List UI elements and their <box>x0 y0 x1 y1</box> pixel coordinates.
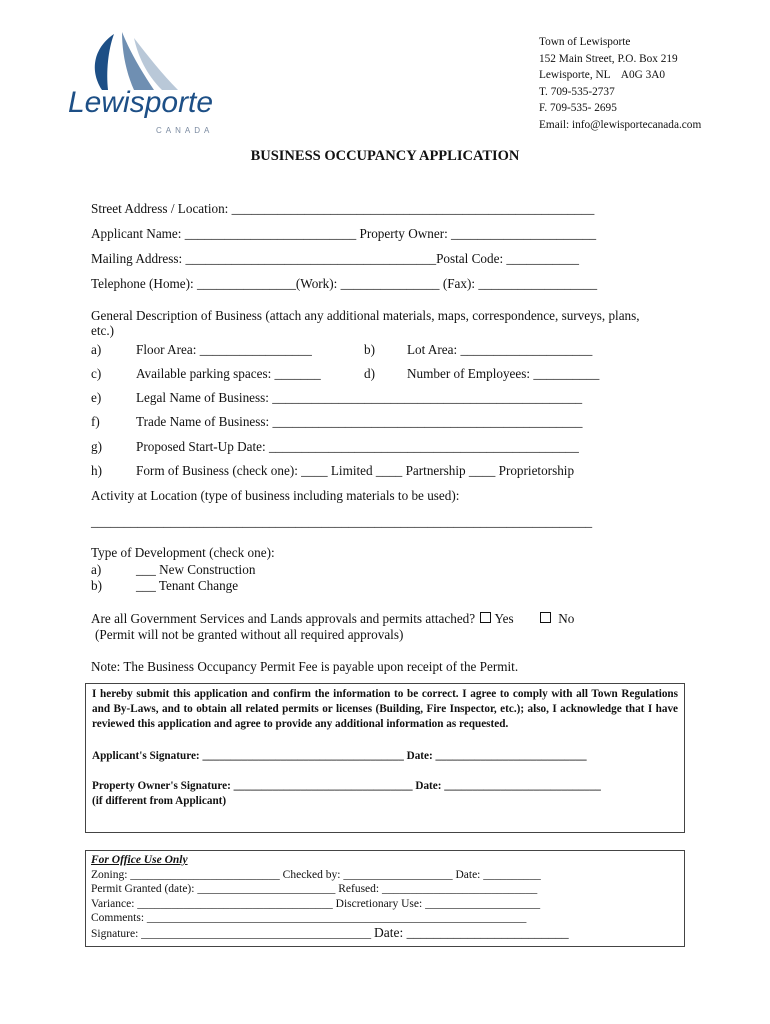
item-letter: b) <box>364 342 375 357</box>
street-address-field[interactable]: Street Address / Location: _______________________________________________________ <box>91 201 595 216</box>
address-line: 152 Main Street, P.O. Box 219 <box>539 52 678 65</box>
item-letter: e) <box>91 390 102 405</box>
town-address-block <box>539 34 701 133</box>
no-label: No <box>558 611 575 626</box>
item-letter: b) <box>91 578 102 593</box>
address-line: T. 709-535-2737 <box>539 85 615 98</box>
address-line: Town of Lewisporte <box>539 36 631 48</box>
permit-granted-field[interactable]: Permit Granted (date): ________________________ Refused: ___________________________ <box>91 883 538 896</box>
item-letter: g) <box>91 439 102 454</box>
tenant-change-option[interactable]: ___ Tenant Change <box>136 578 239 593</box>
activity-label: Activity at Location (type of business including materials to be used): <box>91 488 460 503</box>
yes-checkbox[interactable] <box>480 612 491 623</box>
item-letter: h) <box>91 463 102 478</box>
town-logo <box>66 28 226 140</box>
approvals-question: Are all Government Services and Lands approvals and permits attached? <box>91 611 476 626</box>
office-signature-row <box>91 926 679 942</box>
floor-area-field[interactable]: Floor Area: _________________ <box>136 342 312 357</box>
logo-subtitle: CANADA <box>156 126 214 135</box>
comments-field[interactable]: Comments: __________________________________________________________________ <box>91 912 527 925</box>
declaration-box <box>85 683 685 833</box>
office-use-title: For Office Use Only <box>91 854 188 866</box>
activity-field[interactable]: ____________________________________________________________________________ <box>91 514 593 529</box>
office-date-field[interactable]: Date: ________________________ <box>374 924 569 940</box>
address-line: F. 709-535- 2695 <box>539 102 617 114</box>
lot-area-field[interactable]: Lot Area: ____________________ <box>407 342 593 357</box>
item-letter: a) <box>91 342 102 357</box>
approvals-note: (Permit will not be granted without all required approvals) <box>95 627 404 642</box>
address-line: Email: info@lewisportecanada.com <box>539 118 702 131</box>
employees-field[interactable]: Number of Employees: __________ <box>407 366 600 381</box>
owner-signature-note: (if different from Applicant) <box>92 795 227 808</box>
zoning-field[interactable]: Zoning: __________________________ Checked by: ___________________ Date: __________ <box>91 868 541 881</box>
form-of-business-field[interactable]: Form of Business (check one): ____ Limited ____ Partnership ____ Proprietorship <box>136 463 575 478</box>
general-description-label-cont: etc.) <box>91 323 115 338</box>
item-letter: a) <box>91 562 102 577</box>
fee-note: Note: The Business Occupancy Permit Fee is payable upon receipt of the Permit. <box>91 659 519 674</box>
new-construction-option[interactable]: ___ New Construction <box>136 562 256 577</box>
page-title: BUSINESS OCCUPANCY APPLICATION <box>250 148 520 164</box>
applicant-owner-field[interactable]: Applicant Name: __________________________ Property Owner: ______________________ <box>91 226 597 241</box>
mailing-address-field[interactable]: Mailing Address: ______________________________________Postal Code: ___________ <box>91 251 579 266</box>
logo-wordmark: Lewisporte <box>68 86 214 119</box>
office-use-box <box>85 850 685 947</box>
variance-field[interactable]: Variance: __________________________________ Discretionary Use: ____________________ <box>91 897 541 910</box>
approvals-question-row <box>91 611 574 627</box>
owner-signature-field[interactable]: Property Owner's Signature: ________________________________ Date: ____________________________ <box>92 779 601 792</box>
trade-name-field[interactable]: Trade Name of Business: _______________________________________________ <box>136 414 583 429</box>
item-letter: c) <box>91 366 102 381</box>
general-description-label: General Description of Business (attach any additional materials, maps, correspondence, surveys, plans, <box>91 308 640 323</box>
sailboat-logo-icon <box>66 28 226 140</box>
development-type-label: Type of Development (check one): <box>91 545 275 560</box>
item-letter: f) <box>91 414 100 429</box>
start-up-date-field[interactable]: Proposed Start-Up Date: _______________________________________________ <box>136 439 579 454</box>
yes-label: Yes <box>494 611 514 626</box>
parking-spaces-field[interactable]: Available parking spaces: _______ <box>136 366 321 381</box>
telephone-field[interactable]: Telephone (Home): _______________(Work): _______________ (Fax): __________________ <box>91 276 598 291</box>
legal-name-field[interactable]: Legal Name of Business: _______________________________________________ <box>136 390 583 405</box>
no-checkbox[interactable] <box>540 612 551 623</box>
office-signature-field[interactable]: Signature: ________________________________________ <box>91 927 372 940</box>
item-letter: d) <box>364 366 375 381</box>
address-line: Lewisporte, NL A0G 3A0 <box>539 69 666 81</box>
declaration-text: I hereby submit this application and confirm the information to be correct. I agree to comply with all Town Regulations and By-Laws, and to obtain all related permits or licenses (Building, Fire Inspector, etc.); also, I acknowledge that I have reviewed this application and agree to provide any additional information as requested. <box>92 688 678 731</box>
applicant-signature-field[interactable]: Applicant's Signature: ____________________________________ Date: ___________________________ <box>92 749 587 762</box>
